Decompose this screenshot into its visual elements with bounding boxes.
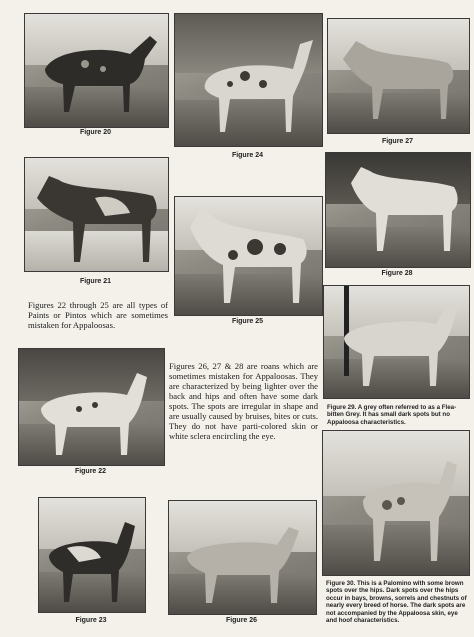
photo-figure-27 bbox=[327, 18, 470, 134]
paints-paragraph: Figures 22 through 25 are all types of Paints or Pintos which are sometimes mistaken for Appaloosas. bbox=[28, 300, 168, 330]
caption-figure-25: Figure 25 bbox=[231, 318, 264, 325]
horse-silhouette bbox=[19, 349, 164, 465]
caption-figure-22: Figure 22 bbox=[74, 468, 107, 475]
horse-silhouette bbox=[323, 431, 469, 575]
horse-silhouette bbox=[169, 501, 316, 614]
horse-silhouette bbox=[328, 19, 469, 133]
horse-silhouette bbox=[39, 498, 145, 612]
caption-figure-20: Figure 20 bbox=[79, 129, 112, 136]
horse-silhouette bbox=[326, 153, 470, 267]
horse-silhouette bbox=[324, 286, 469, 398]
photo-figure-22 bbox=[18, 348, 165, 466]
photo-figure-30 bbox=[322, 430, 470, 576]
photo-figure-26 bbox=[168, 500, 317, 615]
caption-figure-27: Figure 27 bbox=[381, 138, 414, 145]
photo-figure-29 bbox=[323, 285, 470, 399]
caption-figure-24: Figure 24 bbox=[231, 152, 264, 159]
horse-silhouette bbox=[175, 14, 322, 146]
horse-silhouette bbox=[25, 158, 168, 271]
caption-figure-26: Figure 26 bbox=[225, 617, 258, 624]
photo-figure-28 bbox=[325, 152, 471, 268]
horse-silhouette bbox=[25, 14, 168, 127]
photo-figure-21 bbox=[24, 157, 169, 272]
caption-figure-28: Figure 28 bbox=[381, 270, 413, 277]
roans-paragraph: Figures 26, 27 & 28 are roans which are sometimes mistaken for Appaloosas. They are characterized by being lighter over the back and hips and often have some dark spots. The spots are irregular in shape and are usually caused by bruises, bites or cuts. They do not have parti-colored skin or white sclera encircling the eye. bbox=[169, 361, 318, 441]
caption-figure-30: Figure 30. This is a Palomino with some brown spots over the hips. Dark spots over the hips occur in bays, browns, sorrels and chestnuts of nearly every breed of horse. The dark spots are not accompanied by the Appaloosa skin, eye and hoof characteristics. bbox=[326, 580, 467, 625]
photo-figure-20 bbox=[24, 13, 169, 128]
photo-figure-25 bbox=[174, 196, 323, 316]
caption-figure-23: Figure 23 bbox=[75, 617, 107, 624]
horse-silhouette bbox=[175, 197, 322, 315]
photo-figure-24 bbox=[174, 13, 323, 147]
caption-figure-21: Figure 21 bbox=[79, 278, 112, 285]
caption-figure-29: Figure 29. A grey often referred to as a Flea-bitten Grey. It has small dark spots but no Appaloosa characteristics. bbox=[327, 404, 457, 426]
photo-figure-23 bbox=[38, 497, 146, 613]
